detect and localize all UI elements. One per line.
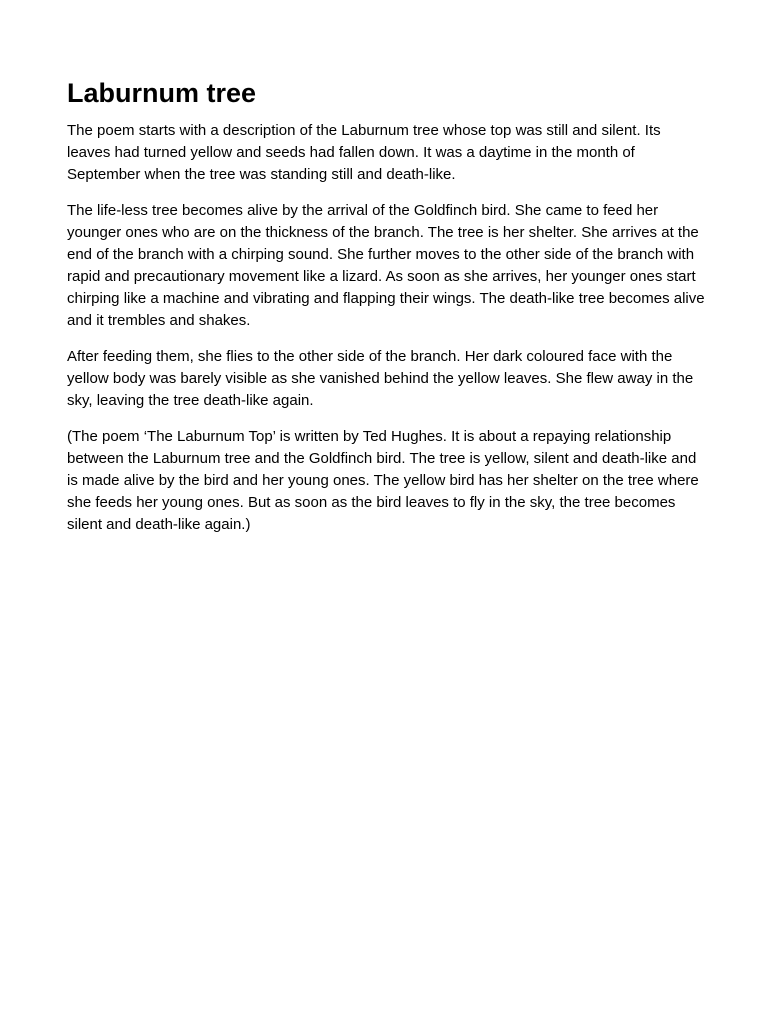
document-page xyxy=(67,74,707,550)
document-title: Laburnum tree xyxy=(67,78,257,108)
paragraph-1: The poem starts with a description of the Laburnum tree whose top was still and silent. Its leaves had turned yellow and seeds had fallen down. It was a daytime in the month of September when the tree was standing still and death-like. xyxy=(67,122,661,183)
paragraph-3: After feeding them, she flies to the other side of the branch. Her dark coloured face with the yellow body was barely visible as she vanished behind the yellow leaves. She flew away in the sky, leaving the tree death-like again. xyxy=(67,348,694,409)
paragraph-2: The life-less tree becomes alive by the arrival of the Goldfinch bird. She came to feed her younger ones who are on the thickness of the branch. The tree is her shelter. She arrives at the end of the branch with a chirping sound. She further moves to the other side of the branch with rapid and precautionary movement like a lizard. As soon as she arrives, her younger ones start chirping like a machine and vibrating and flapping their wings. The death-like tree becomes alive and it trembles and shakes. xyxy=(67,202,705,329)
paragraph-4: (The poem ‘The Laburnum Top’ is written by Ted Hughes. It is about a repaying relationship between the Laburnum tree and the Goldfinch bird. The tree is yellow, silent and death-like and is made alive by the bird and her young ones. The yellow bird has her shelter on the tree where she feeds her young ones. But as soon as the bird leaves to fly in the sky, the tree becomes silent and death-like again.) xyxy=(67,428,699,533)
